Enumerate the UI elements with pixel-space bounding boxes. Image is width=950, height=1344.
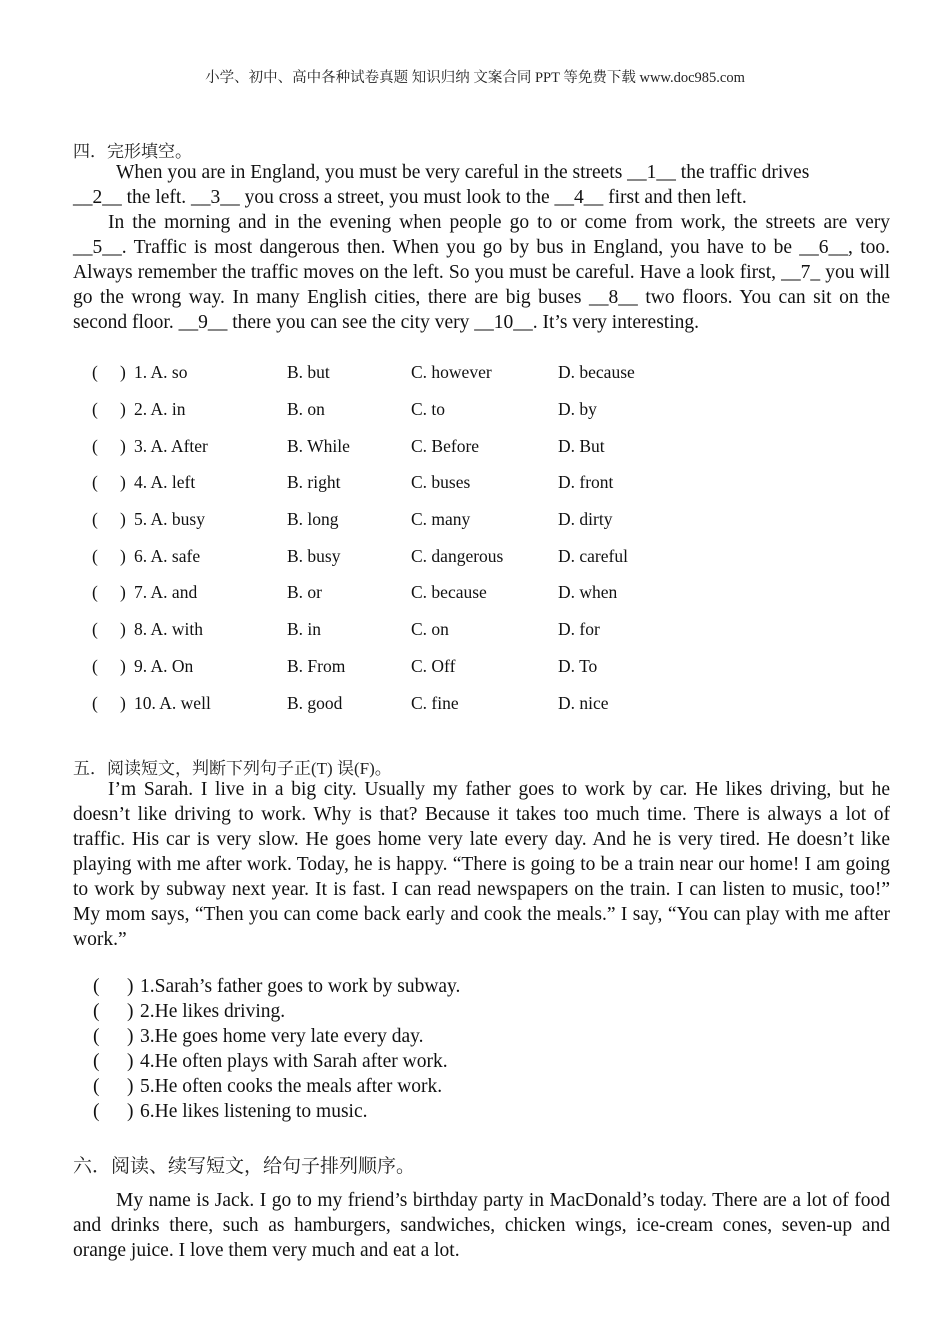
question-row: [92, 619, 792, 645]
option-b: B. busy: [287, 546, 341, 566]
option-a: 3. A. After: [134, 436, 208, 456]
answer-paren-open[interactable]: (: [93, 1076, 100, 1097]
statement-text: 3.He goes home very late every day.: [140, 1026, 424, 1047]
section-4-passage: [73, 160, 890, 335]
question-row: [92, 436, 792, 462]
answer-paren-open[interactable]: (: [92, 619, 98, 639]
answer-paren-close: ): [127, 976, 134, 997]
option-a: 9. A. On: [134, 656, 194, 676]
option-d: D. for: [558, 619, 600, 639]
option-a: 5. A. busy: [134, 509, 205, 529]
answer-paren-open[interactable]: (: [92, 509, 98, 529]
answer-paren-close: ): [120, 693, 126, 713]
answer-paren-open[interactable]: (: [92, 436, 98, 456]
option-d: D. front: [558, 472, 614, 492]
option-d: D. But: [558, 436, 605, 456]
answer-paren-close: ): [120, 546, 126, 566]
question-row: [92, 362, 792, 388]
option-b: B. long: [287, 509, 339, 529]
option-a: 6. A. safe: [134, 546, 201, 566]
option-d: D. because: [558, 362, 635, 382]
section-4-title: 四．完形填空。: [73, 142, 192, 161]
answer-paren-close: ): [127, 1001, 134, 1022]
option-b: B. From: [287, 656, 346, 676]
option-c: C. buses: [411, 472, 471, 492]
option-c: C. on: [411, 619, 449, 639]
passage-line: When you are in England, you must be very careful in the streets __1__ the traffic drives: [116, 162, 810, 183]
option-b: B. on: [287, 399, 325, 419]
answer-paren-close: ): [120, 582, 126, 602]
answer-paren-close: ): [127, 1101, 134, 1122]
question-row: [92, 582, 792, 608]
passage-line: __2__ the left. __3__ you cross a street, you must look to the __4__ first and then left.: [73, 187, 747, 208]
answer-paren-close: ): [120, 472, 126, 492]
section-5-title: 五．阅读短文，判断下列句子正(T) 误(F)。: [73, 759, 392, 778]
passage-paragraph: [73, 210, 890, 335]
option-b: B. While: [287, 436, 350, 456]
question-row: [92, 509, 792, 535]
statement-text: 2.He likes driving.: [140, 1001, 286, 1022]
section-5-passage: I’m Sarah. I live in a big city. Usually my father goes to work by car. He likes driving, but he doesn’t like driving to work. Why is that? Because it takes too much time. There is always a lot of traffic. His car is very slow. He goes home very late every day. And he is very tired. He doesn’t like playing with me after work. Today, he is happy. “There is going to be a train near our home! I am going to work by subway next year. It is fast. I can read newspapers on the train. I can listen to music, too!” My mom says, “Then you can come back early and cook the meals.” I say, “You can play with me after work.”: [73, 779, 890, 950]
answer-paren-open[interactable]: (: [93, 1051, 100, 1072]
answer-paren-close: ): [120, 509, 126, 529]
answer-paren-open[interactable]: (: [92, 693, 98, 713]
option-c: C. because: [411, 582, 487, 602]
answer-paren-open[interactable]: (: [92, 656, 98, 676]
statement-text: 6.He likes listening to music.: [140, 1101, 368, 1122]
section-6-passage: My name is Jack. I go to my friend’s birthday party in MacDonald’s today. There are a lot of food and drinks there, such as hamburgers, sandwiches, chicken wings, ice-cream cones, seven-up and orange juice. I love them very much and eat a lot.: [73, 1190, 890, 1261]
option-a: 4. A. left: [134, 472, 196, 492]
statement-text: 5.He often cooks the meals after work.: [140, 1076, 443, 1097]
option-d: D. nice: [558, 693, 609, 713]
option-c: C. many: [411, 509, 471, 529]
question-row: [92, 656, 792, 682]
option-b: B. right: [287, 472, 341, 492]
option-d: D. by: [558, 399, 597, 419]
answer-paren-open[interactable]: (: [93, 1101, 100, 1122]
option-d: D. To: [558, 656, 598, 676]
answer-paren-close: ): [120, 619, 126, 639]
option-b: B. good: [287, 693, 343, 713]
option-d: D. dirty: [558, 509, 613, 529]
answer-paren-open[interactable]: (: [92, 362, 98, 382]
answer-paren-close: ): [127, 1026, 134, 1047]
option-d: D. careful: [558, 546, 628, 566]
page-header: 小学、初中、高中各种试卷真题 知识归纳 文案合同 PPT 等免费下载 www.doc985.com: [205, 70, 745, 86]
answer-paren-close: ): [127, 1051, 134, 1072]
option-d: D. when: [558, 582, 618, 602]
answer-paren-close: ): [120, 362, 126, 382]
option-c: C. fine: [411, 693, 459, 713]
answer-paren-open[interactable]: (: [92, 546, 98, 566]
statement-text: 4.He often plays with Sarah after work.: [140, 1051, 448, 1072]
option-b: B. in: [287, 619, 322, 639]
option-a: 10. A. well: [134, 693, 211, 713]
statement-text: 1.Sarah’s father goes to work by subway.: [140, 976, 461, 997]
option-c: C. Off: [411, 656, 456, 676]
option-a: 7. A. and: [134, 582, 198, 602]
answer-paren-open[interactable]: (: [93, 1001, 100, 1022]
question-row: [92, 472, 792, 498]
answer-paren-open[interactable]: (: [93, 976, 100, 997]
option-b: B. or: [287, 582, 322, 602]
answer-paren-close: ): [120, 399, 126, 419]
option-a: 2. A. in: [134, 399, 186, 419]
answer-paren-close: ): [127, 1076, 134, 1097]
question-row: [92, 399, 792, 425]
answer-paren-open[interactable]: (: [92, 582, 98, 602]
option-a: 1. A. so: [134, 362, 188, 382]
answer-paren-close: ): [120, 656, 126, 676]
option-c: C. however: [411, 362, 492, 382]
answer-paren-open[interactable]: (: [92, 399, 98, 419]
option-a: 8. A. with: [134, 619, 204, 639]
passage-line: In the morning and in the evening when people go to or come from work, the streets are: [108, 212, 848, 233]
answer-paren-open[interactable]: (: [92, 472, 98, 492]
answer-paren-open[interactable]: (: [93, 1026, 100, 1047]
option-c: C. Before: [411, 436, 480, 456]
question-row: [92, 693, 792, 719]
question-row: [92, 546, 792, 572]
passage-text: very __5__. Traffic is most dangerous then. When you go by bus in England, you have to be __6__, too. Always remember the traffic moves on the left. So you must be careful. Have a look first, __7_ you will go the wrong way. In many English cities, there are big buses __8__ two floors. You can sit on the second floor. __9__ there you can see the city very __10__. It’s very interesting.: [73, 212, 891, 333]
answer-paren-close: ): [120, 436, 126, 456]
option-c: C. to: [411, 399, 446, 419]
option-b: B. but: [287, 362, 330, 382]
option-c: C. dangerous: [411, 546, 504, 566]
section-6-title: 六．阅读、续写短文，给句子排列顺序。: [73, 1156, 416, 1177]
